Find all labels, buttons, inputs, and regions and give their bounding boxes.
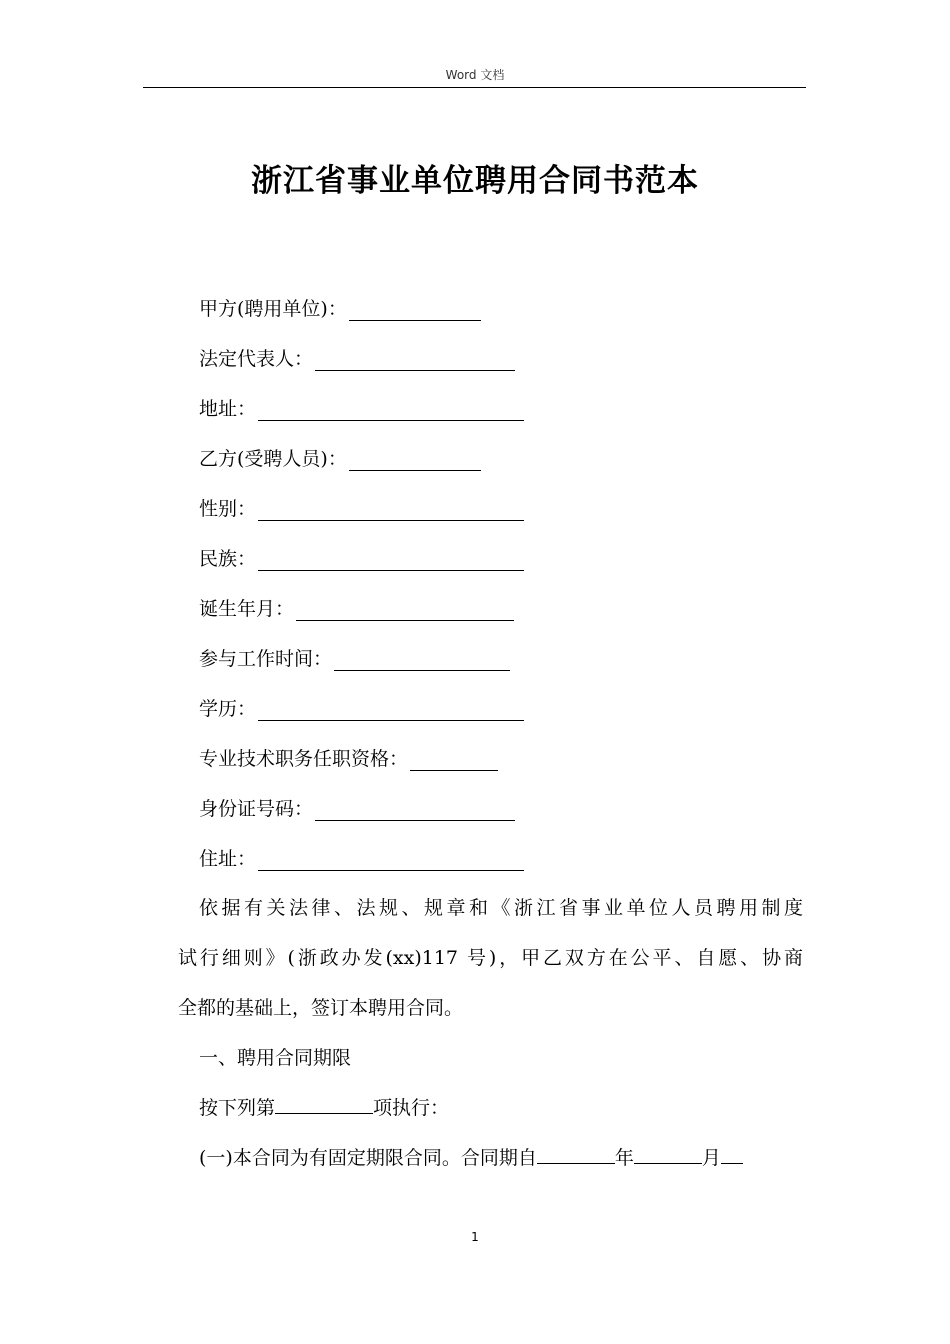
field-label: 甲方(聘用单位)： xyxy=(199,298,347,320)
field-label: 身份证号码： xyxy=(199,798,314,820)
field-professional-title xyxy=(199,744,498,774)
fill-blank xyxy=(334,648,510,671)
fill-blank xyxy=(410,748,498,771)
fill-blank xyxy=(349,298,481,321)
field-work-start-date xyxy=(199,644,510,674)
field-party-b xyxy=(199,444,481,474)
field-address xyxy=(199,394,524,424)
intro-line: 依据有关法律、法规、规章和《浙江省事业单位人员聘用制度 xyxy=(199,897,803,919)
fill-blank xyxy=(258,498,524,521)
field-label: 性别： xyxy=(199,498,257,520)
year-label: 年 xyxy=(614,1147,634,1169)
document-title: 浙江省事业单位聘用合同书范本 xyxy=(251,163,699,199)
field-label: 法定代表人： xyxy=(199,348,314,370)
intro-line: 试行细则》(浙政办发(xx)117 号)，甲乙双方在公平、自愿、协商 xyxy=(178,947,803,969)
field-residence xyxy=(199,844,524,874)
field-label: 诞生年月： xyxy=(199,598,295,620)
field-label: 学历： xyxy=(199,698,257,720)
field-ethnicity xyxy=(199,544,524,574)
page-number: 1 xyxy=(471,1230,479,1244)
field-party-a xyxy=(199,294,481,324)
fill-blank xyxy=(349,448,481,471)
fill-blank xyxy=(258,698,524,721)
fixed-term-text: (一)本合同为有固定期限合同。合同期自 xyxy=(199,1147,537,1169)
fixed-term-line xyxy=(199,1143,803,1173)
field-gender xyxy=(199,494,524,524)
header-text: Word 文档 xyxy=(445,68,505,82)
fill-blank xyxy=(537,1143,615,1164)
field-education xyxy=(199,694,524,724)
header-divider xyxy=(143,87,806,88)
field-label: 地址： xyxy=(199,398,257,420)
fill-blank xyxy=(721,1143,743,1164)
section-heading: 一、聘用合同期限 xyxy=(199,1047,352,1069)
field-label: 乙方(受聘人员)： xyxy=(199,448,347,470)
fill-blank xyxy=(258,548,524,571)
fill-blank xyxy=(634,1143,702,1164)
term-choice-line xyxy=(199,1093,803,1123)
field-id-number xyxy=(199,794,515,824)
fill-blank xyxy=(258,848,524,871)
field-label: 参与工作时间： xyxy=(199,648,333,670)
fill-blank xyxy=(315,798,515,821)
term-choice-prefix: 按下列第 xyxy=(199,1097,276,1119)
field-birth-date xyxy=(199,594,514,624)
fill-blank xyxy=(296,598,514,621)
field-label: 专业技术职务任职资格： xyxy=(199,748,409,770)
term-choice-suffix: 项执行： xyxy=(373,1097,450,1119)
field-legal-representative xyxy=(199,344,515,374)
month-label: 月 xyxy=(701,1147,721,1169)
field-label: 民族： xyxy=(199,548,257,570)
fill-blank xyxy=(315,348,515,371)
fill-blank xyxy=(258,398,524,421)
field-label: 住址： xyxy=(199,848,257,870)
intro-line: 全都的基础上，签订本聘用合同。 xyxy=(178,997,464,1019)
fill-blank xyxy=(275,1093,373,1114)
